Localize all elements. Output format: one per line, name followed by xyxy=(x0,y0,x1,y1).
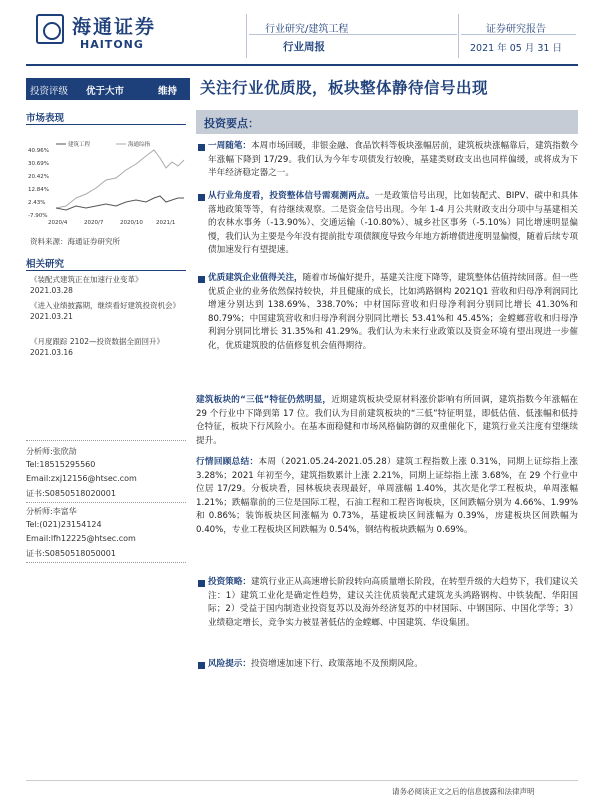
analyst-2-tel: Tel:(021)23154124 xyxy=(26,520,102,529)
x-tick-label: 2020/10 xyxy=(120,220,143,226)
y-tick-label: 40.96% xyxy=(28,148,49,154)
point-7: 风险提示：投资增速加速下行、政策落地不及预期风险。 xyxy=(208,659,423,669)
points-heading-bar xyxy=(196,110,578,134)
x-tick-label: 2020/4 xyxy=(48,220,68,226)
logo-en: HAITONG xyxy=(80,38,144,51)
haitong-logo-icon xyxy=(36,14,64,44)
category: 行业研究/建筑工程 xyxy=(265,24,349,35)
y-tick-label: 20.42% xyxy=(28,174,49,180)
chart-source: 资料来源：海通证券研究所 xyxy=(30,237,120,246)
y-tick-label: 2.43% xyxy=(28,200,46,206)
market-heading: 市场表现 xyxy=(26,113,65,124)
series-hutong-index xyxy=(56,150,184,208)
logo-cn: 海通证券 xyxy=(72,16,157,38)
analyst-1-name: 分析师:张欣劼 xyxy=(26,447,77,456)
related-item-1[interactable]: 《装配式建筑正在加速行业变革》 2021.03.28 xyxy=(30,275,143,295)
point-1: 一周随笔：本周市场回暖，非银金融、食品饮料等板块涨幅居前，建筑板块涨幅靠后，建筑指数今年涨幅下降到 17/29。我们认为今年专项债发行较晚，基建类财政支出也同样偏缓，或将成为下半年经济稳定器之一。 xyxy=(208,141,578,178)
x-tick-label: 2020/7 xyxy=(84,220,104,226)
x-tick-label: 2021/1 xyxy=(156,220,176,226)
report-date: 2021 年 05 月 31 日 xyxy=(470,43,562,54)
point-4: 建筑板块的“三低”特征仍然明显，近期建筑板块受原材料涨价影响有所回调，建筑指数今年涨幅在 29 个行业中下降到第 17 位。我们认为目前建筑板块的“三低”特征明显，即低估值、低涨幅和低持仓特征，板块下行风险小。在基本面稳健和市场风格偏防御的双重催化下，建筑行业关注度有望继续提升。 xyxy=(196,395,578,446)
analyst-1-email[interactable]: Email:zxj12156@htsec.com xyxy=(26,474,137,483)
analyst-2-email[interactable]: Email:lfh12225@htsec.com xyxy=(26,534,136,543)
rating-bar xyxy=(26,78,190,100)
report-header xyxy=(0,0,600,64)
point-6: 投资策略：建筑行业正从高速增长阶段转向高质量增长阶段，在转型升级的大趋势下，我们建议关注：1）建筑工业化是确定性趋势，建议关注优质装配式建筑龙头鸿路钢构、中铁装配、华阳国际；2）受益于国内制造业投资复苏以及海外经济复苏的中材国际、中钢国际、中国化学等；3）业绩稳定增长，竞争实力被显著低估的金螳螂、中国建筑、华设集团。 xyxy=(208,577,578,628)
analyst-2-cert: 证书:S0850518050001 xyxy=(26,549,116,558)
legend-2: 海通综指 xyxy=(128,142,151,148)
point-5: 行情回顾总结：本周（2021.05.24-2021.05.28）建筑工程指数上涨 0.31%，同期上证综指上涨 3.28%；2021 年初至今，建筑指数累计上涨 2.21%，同期上证综指上涨 3.68%，在 29 个行业中位居 17/29。分板块看，园林板块表现最好，单周涨幅 1.40%，其次是化学工程板块，单周涨幅 1.21%；跌幅靠前的三位是国际工程，石油工程和工程咨询板块，区间跌幅分别为 4.66%、1.99%和 0.86%；装饰板块区间涨幅为 0.73%，基建板块区间涨幅为 0.39%，房建板块区间跌幅为 0.40%，专业工程板块区间跌幅为 0.54%，钢结构板块跌幅为 0.69%。 xyxy=(196,457,578,535)
rating-value: 优于大市 xyxy=(86,86,125,97)
y-tick-label: 12.84% xyxy=(28,187,49,193)
analyst-1-cert: 证书:S0850518020001 xyxy=(26,489,116,498)
report-type: 证券研究报告 xyxy=(486,24,546,35)
market-chart xyxy=(26,128,188,228)
footer-disclaimer: 请务必阅读正文之后的信息披露和法律声明 xyxy=(392,787,535,796)
rating-status: 维持 xyxy=(158,86,178,97)
analyst-1-tel: Tel:18515295560 xyxy=(26,460,96,469)
legend-1: 建筑工程 xyxy=(68,142,91,148)
sub-category: 行业周报 xyxy=(283,41,325,53)
point-3: 优质建筑企业值得关注，随着市场偏好提升，基建关注度下降等，建筑整体估值持续回落。但一些优质企业的业务依然保持较快，并且健康的成长，比如鸿路钢构 2021Q1 营收和归母净利润同比增速分别达到 138.69%、338.70%；中材国际营收和归母净利润分别同比增长 41.30%和 80.79%；中国建筑营收和归母净利润分别同比增长 53.41%和 45.45%；金螳螂营收和归母净利润分别同比增长 31.35%和 41.29%。我们认为未来行业政策以及资金环境有望出现进一步催化，优质建筑股的估值修复机会值得期待。 xyxy=(208,273,578,351)
y-tick-label: -7.90% xyxy=(28,213,48,219)
points-heading: 投资要点： xyxy=(204,117,259,130)
related-heading: 相关研究 xyxy=(26,259,65,270)
point-2: 从行业角度看，投资整体信号需观测两点。一是政策信号出现，比如装配式、BIPV、碳中和具体落地政策等等，有待继续观察。二是资金信号出现。今年 1-4 月公共财政支出分项中与基建相关的农林水事务（-13.90%）、交通运输（-10.80%）、城乡社区事务（-5.10%）同比增速明显偏慢，我们认为主要是今年没有提前批专项债额度导致今年地方新增债进度明显偏慢，随着后续专项债加速发行有望提速。 xyxy=(208,191,578,255)
y-tick-label: 30.69% xyxy=(28,161,49,167)
rating-label: 投资评级 xyxy=(30,86,69,97)
related-item-2[interactable]: 《进入业绩披露期，继续看好建筑投资机会》 2021.03.21 xyxy=(30,301,180,321)
analyst-2-name: 分析师:李富华 xyxy=(26,507,77,516)
report-title: 关注行业优质股，板块整体静待信号出现 xyxy=(200,79,489,97)
related-item-3[interactable]: 《月度跟踪 2102—投资数据全面回升》 2021.03.16 xyxy=(30,337,164,357)
